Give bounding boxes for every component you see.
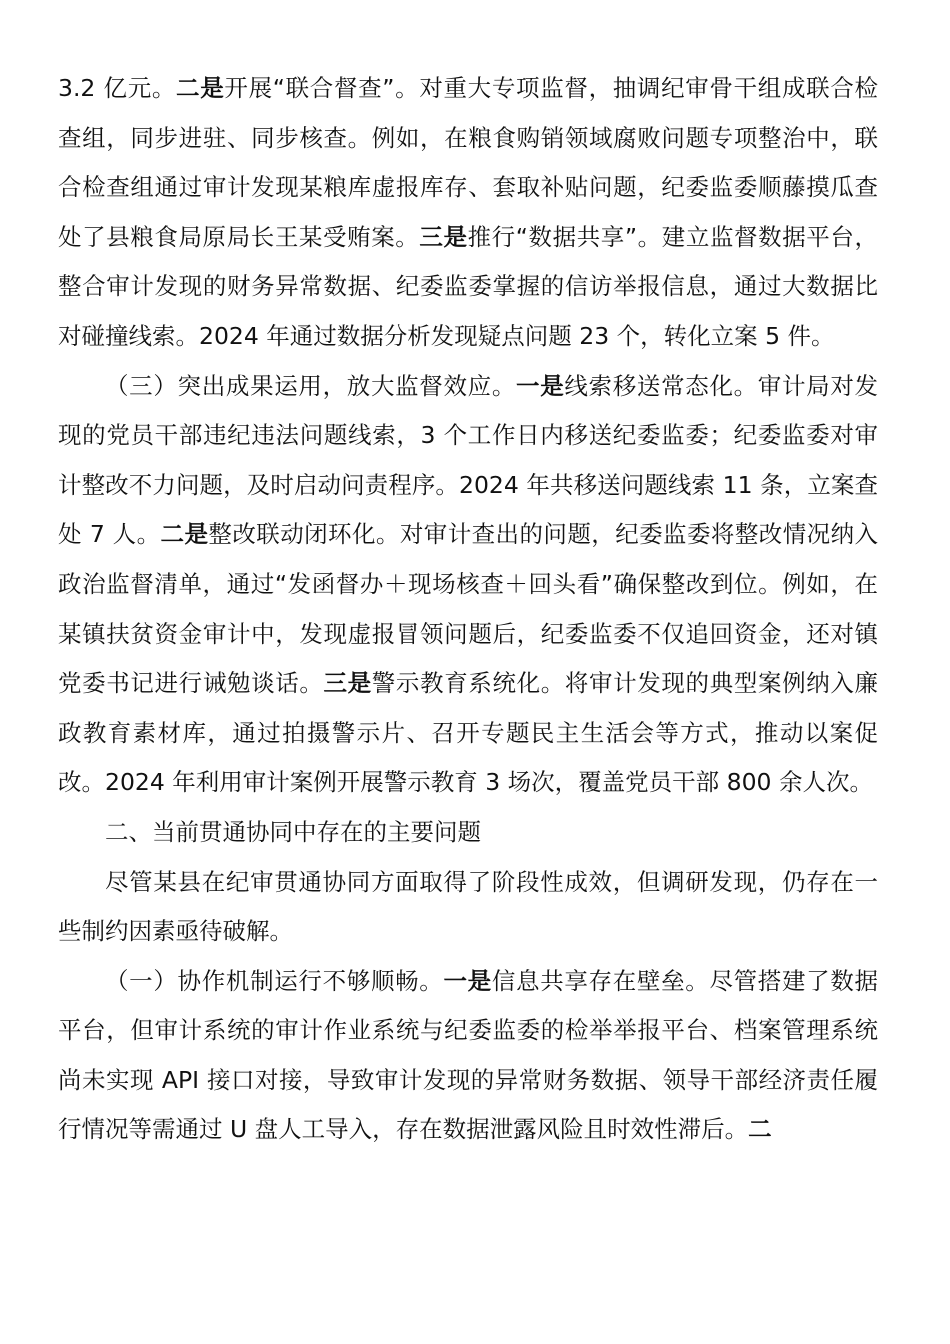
text-run: （三）突出成果运用，放大监督效应。 — [105, 371, 517, 400]
text-run: 警示教育系统化。将审计发现的典型案例纳入廉政教育素材库，通过拍摄警示片、召开专题民主生活会等方式，推动以案促改。2024 年利用审计案例开展警示教育 3 场次，覆盖党员干部 800 余人次。 — [58, 669, 879, 797]
text-run: 尽管某县在纪审贯通协同方面取得了阶段性成效，但调研发现，仍存在一些制约因素亟待破解。 — [58, 867, 878, 946]
document-body — [58, 64, 878, 1155]
paragraph-cooperation-measures — [58, 64, 878, 362]
bold-run: 二是 — [160, 520, 209, 549]
heading-text: 二、当前贯通协同中存在的主要问题 — [105, 817, 481, 846]
bold-run: 三是 — [323, 669, 372, 698]
text-run: 3.2 亿元。 — [58, 74, 177, 102]
bold-run: 一是 — [516, 371, 565, 400]
bold-run: 二 — [748, 1115, 772, 1144]
bold-run: 三是 — [419, 222, 468, 251]
text-run: 线索移送常态化。审计局对发现的党员干部违纪违法问题线索，3 个工作日内移送纪委监委；纪委监委对审计整改不力问题，及时启动问责程序。2024 年共移送问题线索 11 条，立案查处 7 人。 — [58, 371, 879, 549]
bold-run: 一是 — [443, 966, 492, 995]
text-run: 推行“数据共享”。建立监督数据平台，整合审计发现的财务异常数据、纪委监委掌握的信访举报信息，通过大数据比对碰撞线索。2024 年通过数据分析发现疑点问题 23 个，转化立案 5 件。 — [58, 222, 878, 350]
text-run: 开展“联合督查”。对重大专项监督，抽调纪审骨干组成联合检查组，同步进驻、同步核查。例如，在粮食购销领域腐败问题专项整治中，联合检查组通过审计发现某粮库虚报库存、套取补贴问题，纪委监委顺藤摸瓜查处了县粮食局原局长王某受贿案。 — [58, 74, 878, 251]
text-run: 整改联动闭环化。对审计查出的问题，纪委监委将整改情况纳入政治监督清单，通过“发函督办＋现场核查＋回头看”确保整改到位。例如，在某镇扶贫资金审计中，发现虚报冒领问题后，纪委监委不仅追回资金，还对镇党委书记进行诫勉谈话。 — [58, 520, 878, 698]
bold-run: 二是 — [176, 74, 225, 102]
text-run: （一）协作机制运行不够顺畅。 — [105, 966, 444, 995]
paragraph-mechanism-issues — [58, 957, 878, 1155]
paragraph-results-application — [58, 362, 878, 808]
text-run: 信息共享存在壁垒。尽管搭建了数据平台，但审计系统的审计作业系统与纪委监委的检举举报平台、档案管理系统尚未实现 API 接口对接，导致审计发现的异常财务数据、领导干部经济责任履行情况等需通过 U 盘人工导入，存在数据泄露风险且时效性滞后。 — [58, 966, 879, 1144]
section-heading — [58, 808, 878, 858]
paragraph-intro — [58, 858, 878, 957]
